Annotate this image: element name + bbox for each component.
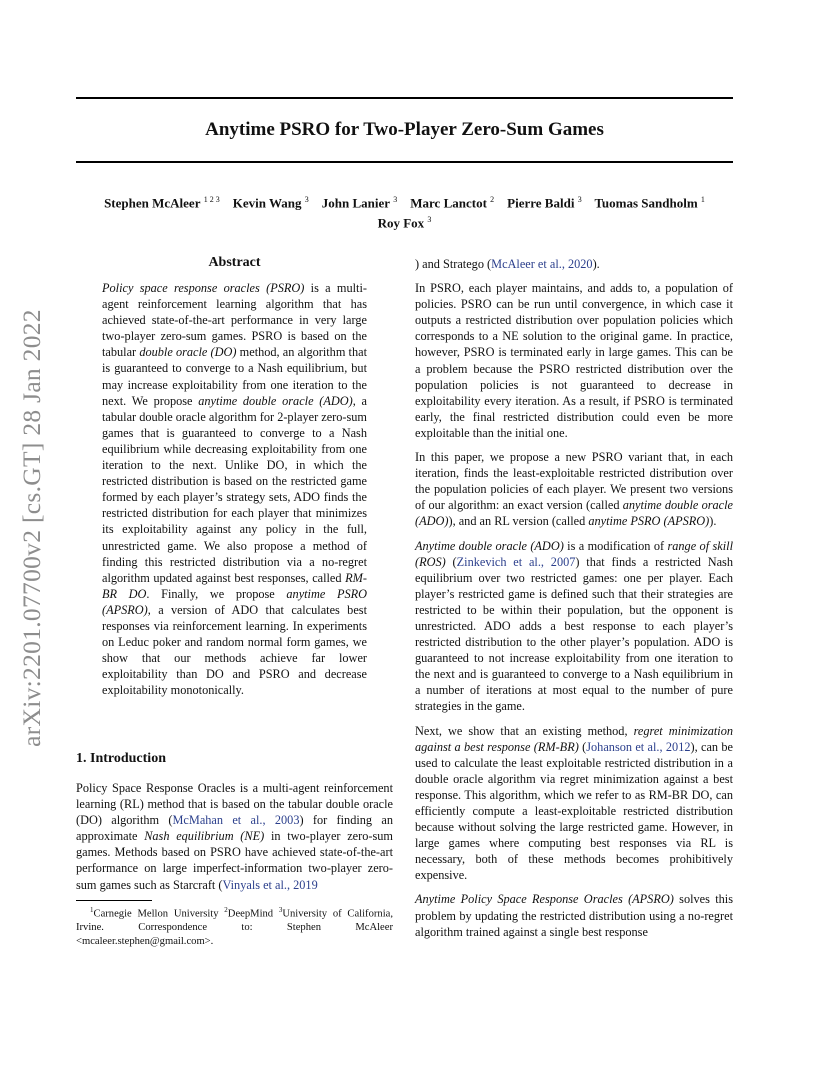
author-name: Marc Lanctot bbox=[410, 195, 487, 211]
text: , a tabular double oracle algorithm for 2-player zero-sum games that is guaranteed to converge to a Nash equilibrium while decreasing exploitability from one iteration to the next. Unlike DO, in which the restricted distribution is based on the restricted game formed by each player’s strategy sets, ADO finds the restricted distribution for each player that minimizes its exploitability against any policy in the full, unrestricted game. We also propose a method of finding this restricted distribution via a no-regret algorithm updated against best responses, called bbox=[102, 393, 368, 585]
emphasis: anytime double oracle (ADO) bbox=[198, 393, 353, 408]
author-name: Kevin Wang bbox=[232, 195, 302, 211]
footnote bbox=[76, 904, 393, 948]
emphasis: anytime double oracle (ADO) bbox=[415, 498, 733, 529]
text: Carnegie Mellon University bbox=[93, 908, 225, 920]
affiliation-mark: 1 bbox=[700, 195, 705, 204]
text: DeepMind bbox=[227, 908, 279, 920]
text: . Finally, we propose bbox=[146, 586, 287, 601]
text: University of California, Irvine. Correspondence to: Stephen McAleer <mcaleer.stephen@gmail.com>. bbox=[76, 908, 393, 947]
paragraph: In PSRO, each player maintains, and adds to, a population of policies. PSRO can be run until convergence, in which case it outputs a restricted distribution over population policies which corresponds to a NE solution to the original game. In practice, however, PSRO is terminated early in large games. This can be a problem because the PSRO restricted distribution over the population policies is not guaranteed to decrease in exploitability every iteration. As a result, if PSRO is terminated early, the final restricted distribution could even be more exploitable than the initial one. bbox=[415, 281, 733, 440]
text: In this paper, we propose a new PSRO variant that, in each iteration, finds the least-exploitable restricted distribution over the population policies of each player. We present two versions of our algorithm: an exact version (called bbox=[415, 450, 733, 513]
affiliation-mark: 3 bbox=[304, 195, 309, 204]
emphasis: anytime PSRO (APSRO) bbox=[102, 586, 367, 617]
text: is a modification of bbox=[563, 538, 668, 553]
text: method, an algorithm that is guaranteed to converge to a Nash equilibrium, but may increase exploitability from one iteration to the next. We propose bbox=[102, 345, 367, 408]
emphasis: RM-BR DO bbox=[102, 570, 367, 601]
text: in two-player zero-sum games. Methods based on PSRO have achieved state-of-the-art performance on large imperfect-information two-player zero-sum games such as Starcraft ( bbox=[76, 829, 393, 892]
footnote-rule bbox=[76, 900, 152, 901]
text: solves this problem by updating the restricted distribution using a no-regret algorithm trained against a single best response bbox=[415, 892, 733, 939]
text: ( bbox=[578, 739, 587, 754]
affiliation-mark: 3 bbox=[577, 195, 582, 204]
paragraph bbox=[415, 891, 733, 939]
affiliation-mark: 2 bbox=[490, 195, 495, 204]
abstract-body bbox=[102, 280, 367, 698]
text: Policy Space Response Oracles is a multi-agent reinforcement learning (RL) method that is based on the tabular double oracle (DO) algorithm ( bbox=[76, 781, 393, 828]
text: Next, we show that an existing method, bbox=[415, 723, 634, 738]
paragraph bbox=[415, 538, 733, 715]
text: is a multi-agent reinforcement learning algorithm that has achieved state-of-the-art performance in very large two-player zero-sum games. PSRO is based on the tabular bbox=[102, 281, 367, 360]
text: ) that finds a restricted Nash equilibrium over two restricted games: one per player. Each player’s restricted game is defined such that their strategies are restricted to be within their population, but the opponent is unrestricted. ADO adds a best response to each player’s restricted distribution to the other player’s population. ADO is guaranteed to not increase exploitability from one iteration to the next and is guaranteed to converge to a Nash equilibrium in a number of iterations at most equal to the number of pure strategies in the game. bbox=[415, 554, 733, 714]
citation-link[interactable]: Johanson et al., 2012 bbox=[586, 739, 691, 754]
title-bottom-rule bbox=[76, 161, 733, 163]
intro-column-left bbox=[76, 780, 393, 893]
author-name: John Lanier bbox=[321, 195, 390, 211]
author-name: Roy Fox bbox=[377, 215, 425, 231]
author-list bbox=[76, 191, 733, 232]
emphasis: double oracle (DO) bbox=[139, 345, 237, 360]
paragraph bbox=[415, 449, 733, 529]
text: ), and an RL version (called bbox=[448, 514, 589, 529]
paragraph bbox=[415, 723, 733, 884]
abstract-heading: Abstract bbox=[208, 255, 261, 270]
title-top-rule bbox=[76, 97, 733, 99]
abstract-paragraph bbox=[102, 280, 367, 698]
section-heading-introduction: 1. Introduction bbox=[76, 751, 166, 766]
text: , a version of ADO that calculates best responses via reinforcement learning. In experiments on Leduc poker and random normal form games, we show that our methods achieve far lower exploitability than DO and PSRO and decrease exploitability monotonically. bbox=[102, 602, 367, 698]
right-column bbox=[415, 256, 733, 940]
footnote-text bbox=[76, 904, 393, 948]
affiliation-mark: 3 bbox=[427, 215, 432, 225]
affiliation-mark: 3 bbox=[393, 195, 398, 204]
text: ). bbox=[709, 514, 717, 529]
citation-link[interactable]: McAleer et al., 2020 bbox=[491, 257, 593, 271]
emphasis: Policy space response oracles (PSRO) bbox=[102, 281, 305, 295]
footnote-mark: 3 bbox=[278, 906, 283, 914]
emphasis: regret minimization against a best response (RM-BR) bbox=[415, 723, 733, 754]
text: ( bbox=[445, 554, 457, 569]
author-name: Tuomas Sandholm bbox=[594, 195, 698, 211]
intro-paragraph bbox=[76, 780, 393, 893]
emphasis: Anytime Policy Space Response Oracles (APSRO) bbox=[415, 892, 674, 907]
text: ) and Stratego ( bbox=[415, 257, 492, 271]
citation-link[interactable]: Vinyals et al., 2019 bbox=[222, 877, 318, 892]
text: ). bbox=[592, 257, 600, 271]
paper-title: Anytime PSRO for Two-Player Zero-Sum Games bbox=[205, 119, 604, 140]
affiliation-mark: 1 2 3 bbox=[203, 195, 220, 204]
emphasis: Anytime double oracle (ADO) bbox=[415, 538, 564, 553]
footnote-mark: 1 bbox=[90, 906, 94, 914]
intro-continuation bbox=[415, 256, 733, 272]
author-name: Stephen McAleer bbox=[104, 195, 201, 211]
emphasis: range of skill (ROS) bbox=[415, 538, 733, 569]
citation-link[interactable]: McMahan et al., 2003 bbox=[172, 813, 300, 828]
emphasis: anytime PSRO (APSRO) bbox=[588, 514, 710, 529]
citation-link[interactable]: Zinkevich et al., 2007 bbox=[456, 554, 576, 569]
footnote-mark: 2 bbox=[224, 906, 228, 914]
text: ) for finding an approximate bbox=[76, 813, 393, 844]
author-name: Pierre Baldi bbox=[507, 195, 575, 211]
text: ), can be used to calculate the least exploitable restricted distribution in a double oracle algorithm via regret minimization against a best response. This algorithm, which we refer to as RM-BR DO, can efficiently compute a least-exploitable restricted distribution because without solving the large restricted game. However, in large games where computing best responses via RL is necessary, both of these methods becomes prohibitively expensive. bbox=[415, 739, 733, 883]
arxiv-identifier: arXiv:2201.07700v2 [cs.GT] 28 Jan 2022 bbox=[17, 309, 46, 747]
emphasis: Nash equilibrium (NE) bbox=[144, 829, 265, 844]
